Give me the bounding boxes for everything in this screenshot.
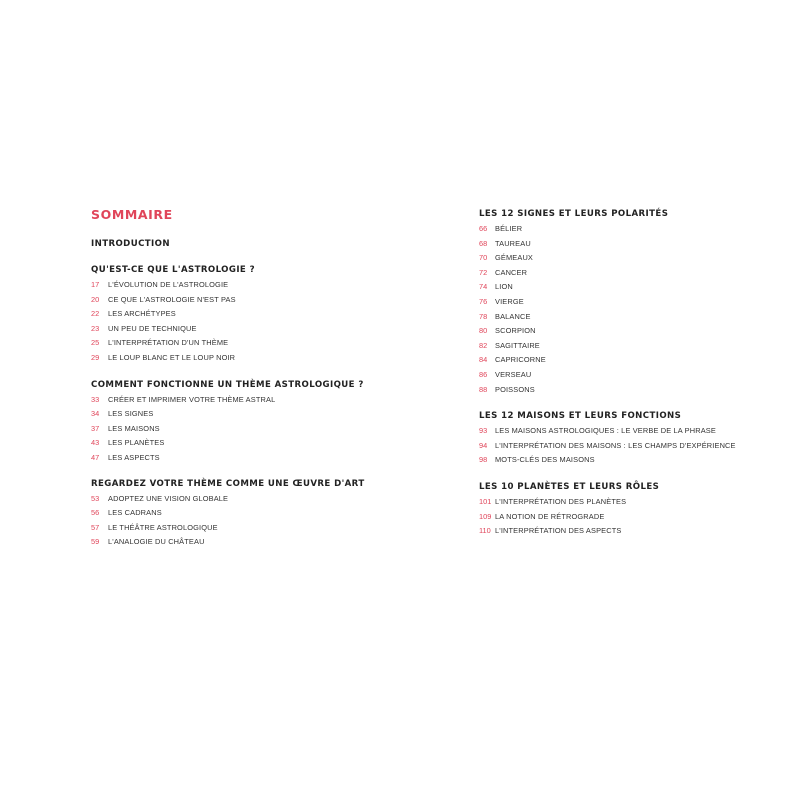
entry-label: L'ÉVOLUTION DE L'ASTROLOGIE [108,280,229,289]
toc-entry [91,506,391,521]
toc-entry-list [91,393,391,466]
toc-entry [91,407,391,422]
toc-entry [91,451,391,466]
entry-label: CANCER [495,267,528,277]
entry-label: ADOPTEZ UNE VISION GLOBALE [108,493,229,503]
toc-entry [479,368,779,383]
entry-label: TAUREAU [495,238,531,248]
entry-label: MOTS-CLÉS DES MAISONS [495,455,595,465]
page-number: 78 [479,311,488,321]
toc-entry [479,353,779,368]
entry-label: CAPRICORNE [495,355,546,365]
entry-label: LE LOUP BLANC ET LE LOUP NOIR [108,352,236,362]
section-title: INTRODUCTION [91,239,170,249]
page-number: 66 [479,224,488,233]
page-number: 80 [479,326,488,336]
page-number: 43 [91,438,100,448]
toc-left-column [91,205,391,550]
toc-section [91,236,391,252]
section-title: LES 10 PLANÈTES ET LEURS RÔLES [479,481,660,492]
page-number: 25 [91,338,100,348]
section-title: QU'EST-CE QUE L'ASTROLOGIE ? [91,265,255,275]
toc-entry [479,237,779,252]
entry-label: L'ANALOGIE DU CHÂTEAU [108,537,205,547]
toc-section [91,262,391,366]
page-number: 86 [479,369,488,379]
toc-section [479,479,779,539]
page-number: 94 [479,440,488,450]
toc-entry-list [479,495,779,539]
toc-entry [479,324,779,339]
entry-label: LION [495,282,513,292]
toc-entry [479,280,779,295]
entry-label: LES CADRANS [108,508,162,518]
entry-label: GÉMEAUX [495,253,534,263]
page-number: 20 [91,294,100,304]
page-number: 57 [91,522,100,532]
page-number: 56 [91,508,100,518]
toc-entry [91,393,391,408]
entry-label: SAGITTAIRE [495,340,540,350]
page-number: 29 [91,352,100,362]
toc-title: SOMMAIRE [91,207,173,222]
toc-entry-list [479,424,779,468]
toc-entry [91,307,391,322]
toc-entry [479,266,779,281]
entry-label: POISSONS [495,384,535,394]
toc-entry [479,495,779,510]
entry-label: CRÉER ET IMPRIMER VOTRE THÈME ASTRAL [108,394,276,404]
toc-entry [479,524,779,539]
toc-entry [91,521,391,536]
entry-label: LES MAISONS [108,423,160,433]
entry-label: LE THÉÂTRE ASTROLOGIQUE [108,522,218,532]
page-number: 22 [91,309,100,319]
toc-entry-list [91,278,391,366]
page-number: 98 [479,455,488,465]
page-number: 88 [479,384,488,394]
page-number: 53 [91,493,100,503]
toc-entry [91,436,391,451]
entry-label: LES ASPECTS [108,452,160,462]
entry-label: LES SIGNES [108,409,154,419]
toc-entry [479,424,779,439]
page-number: 74 [479,282,488,292]
page-number: 82 [479,340,488,350]
page-number: 101 [479,496,492,506]
page-number: 110 [479,526,491,536]
toc-section [91,377,391,466]
page-number: 33 [91,394,100,404]
toc-right-sections [479,206,779,539]
toc-entry [91,535,391,550]
page-number: 47 [91,452,100,462]
toc-entry-list [91,492,391,550]
page-number: 109 [479,511,492,521]
entry-label: LA NOTION DE RÉTROGRADE [495,511,605,521]
toc-entry [91,293,391,308]
page-number: 17 [91,280,100,289]
entry-label: VERSEAU [495,369,532,379]
toc-section [479,206,779,397]
page-number: 37 [91,423,100,433]
toc-entry [479,295,779,310]
page-number: 72 [479,267,488,277]
toc-left-sections [91,236,391,550]
section-title: COMMENT FONCTIONNE UN THÈME ASTROLOGIQUE ? [91,379,364,390]
entry-label: UN PEU DE TECHNIQUE [108,323,197,333]
toc-entry [91,492,391,507]
entry-label: L'INTERPRÉTATION DES ASPECTS [495,526,622,536]
entry-label: L'INTERPRÉTATION D'UN THÈME [108,338,229,348]
entry-label: CE QUE L'ASTROLOGIE N'EST PAS [108,294,236,304]
toc-entry [91,278,391,293]
entry-label: VIERGE [495,296,524,306]
toc-entry [91,322,391,337]
toc-section [91,476,391,550]
entry-label: BÉLIER [495,224,523,233]
page-number: 70 [479,253,488,263]
entry-label: LES MAISONS ASTROLOGIQUES : LE VERBE DE LA PHRASE [495,426,716,436]
toc-entry [479,383,779,398]
toc-entry [479,439,779,454]
page-number: 59 [91,537,100,547]
toc-entry [91,336,391,351]
page-number: 23 [91,323,100,333]
toc-entry [479,222,779,237]
toc-entry-list [479,222,779,397]
toc-entry [91,422,391,437]
entry-label: L'INTERPRÉTATION DES PLANÈTES [495,496,627,506]
section-title: LES 12 SIGNES ET LEURS POLARITÉS [479,209,669,219]
page-number: 76 [479,296,488,306]
section-title: LES 12 MAISONS ET LEURS FONCTIONS [479,411,682,422]
entry-label: LES PLANÈTES [108,438,165,448]
toc-entry [479,251,779,266]
section-title: REGARDEZ VOTRE THÈME COMME UNE ŒUVRE D'ART [91,478,365,489]
toc-entry [91,351,391,366]
page-number: 84 [479,355,488,365]
entry-label: LES ARCHÉTYPES [108,309,176,319]
toc-entry [479,510,779,525]
entry-label: SCORPION [495,326,536,336]
toc-section [479,408,779,468]
toc-entry [479,310,779,325]
page-number: 34 [91,409,100,419]
page-number: 68 [479,238,488,248]
entry-label: BALANCE [495,311,531,321]
entry-label: L'INTERPRÉTATION DES MAISONS : LES CHAMPS D'EXPÉRIENCE [495,440,736,450]
toc-right-column [479,206,779,539]
toc-entry [479,339,779,354]
page-number: 93 [479,426,488,436]
toc-entry [479,453,779,468]
